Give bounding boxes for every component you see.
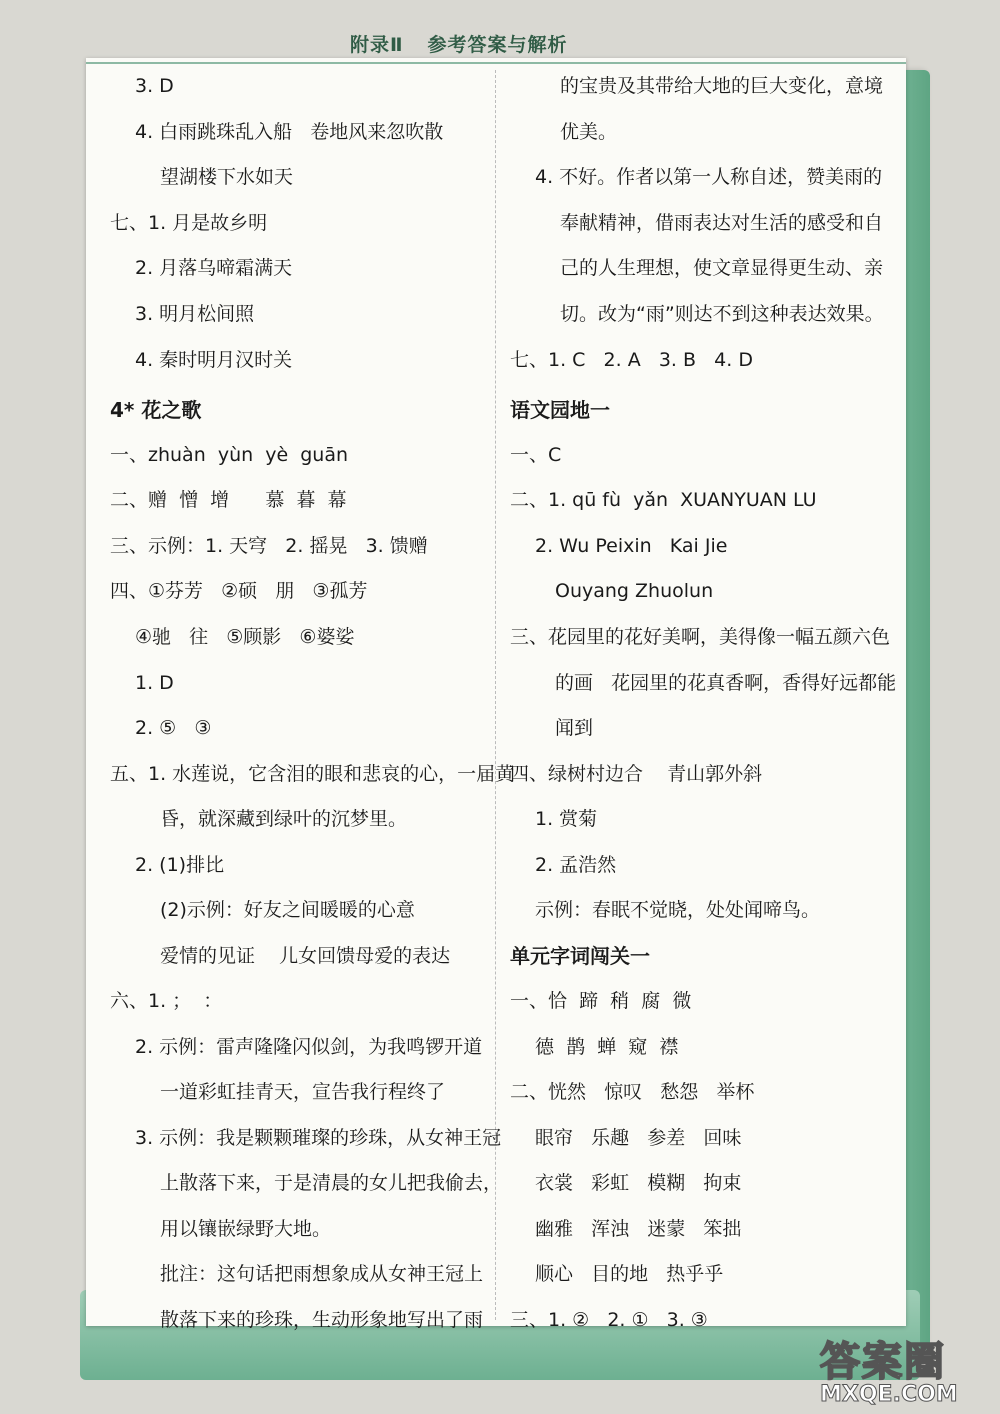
answer-line: 4. 不好。作者以第一人称自述，赞美雨的 — [535, 166, 883, 188]
answer-line: 4. 秦时明月汉时关 — [135, 349, 293, 371]
answer-line: 4. 白雨跳珠乱入船 卷地风来忽吹散 — [135, 121, 444, 143]
answer-line: 闻到 — [555, 717, 594, 739]
answer-line: 己的人生理想，使文章显得更生动、亲 — [560, 257, 884, 279]
logo-sub-text: MXQE.COM — [820, 1382, 958, 1407]
answer-line: 德 鹊 蝉 窥 襟 — [535, 1036, 679, 1058]
answer-line: 2. 示例：雷声隆隆闪似剑，为我鸣锣开道 — [135, 1036, 483, 1058]
answer-line: 眼帘 乐趣 参差 回味 — [535, 1127, 742, 1149]
answer-line: (2)示例：好友之间暖暖的心意 — [160, 899, 415, 921]
answer-line: 用以镶嵌绿野大地。 — [160, 1218, 332, 1240]
answer-line: 四、①芬芳 ②硕 朋 ③孤芳 — [110, 580, 368, 602]
answer-line: 奉献精神，借雨表达对生活的感受和自 — [560, 212, 884, 234]
answer-line: 2. (1)排比 — [135, 854, 225, 876]
answer-line: 2. 孟浩然 — [535, 854, 617, 876]
page-header — [350, 30, 568, 57]
answer-line: 五、1. 水莲说，它含泪的眼和悲哀的心，一届黄 — [110, 763, 515, 785]
answer-line: 3. D — [135, 75, 174, 97]
answer-line: Ouyang Zhuolun — [555, 580, 714, 602]
answer-line: 1. D — [135, 672, 174, 694]
section-heading: 语文园地一 — [510, 398, 610, 422]
answer-line: 2. Wu Peixin Kai Jie — [535, 535, 728, 557]
answer-line: 3. 明月松间照 — [135, 303, 255, 325]
answer-line: 1. 赏菊 — [535, 808, 598, 830]
answer-line: 2. 月落乌啼霜满天 — [135, 257, 293, 279]
answer-line: 的宝贵及其带给大地的巨大变化，意境 — [560, 75, 884, 97]
logo-main-text: 答案圈 — [820, 1339, 946, 1385]
answer-line: 二、恍然 惊叹 愁怨 举杯 — [510, 1081, 755, 1103]
answer-line: 幽雅 浑浊 迷蒙 笨拙 — [535, 1218, 742, 1240]
answer-line: 批注：这句话把雨想象成从女神王冠上 — [160, 1263, 484, 1285]
answer-line: 七、1. C 2. A 3. B 4. D — [510, 349, 753, 371]
answer-line: 顺心 目的地 热乎乎 — [535, 1263, 724, 1285]
section-heading: 单元字词闯关一 — [510, 944, 650, 968]
answer-line: 六、1. ； ： — [110, 990, 223, 1012]
section-heading: 4* 花之歌 — [110, 398, 202, 422]
answer-line: 一道彩虹挂青天，宣告我行程终了 — [160, 1081, 446, 1103]
answer-line: 一、C — [510, 444, 562, 466]
answer-line: 优美。 — [560, 121, 618, 143]
answer-line: 三、1. ② 2. ① 3. ③ — [510, 1309, 708, 1331]
watermark-logo — [820, 1330, 990, 1410]
answer-line: 一、zhuàn yùn yè guān — [110, 444, 349, 466]
header-title: 参考答案与解析 — [427, 34, 568, 56]
answer-line: 三、花园里的花好美啊，美得像一幅五颜六色 — [510, 626, 891, 648]
answer-line: 爱情的见证 儿女回馈母爱的表达 — [160, 945, 451, 967]
answer-line: 衣裳 彩虹 模糊 拘束 — [535, 1172, 742, 1194]
answer-line: 四、绿树村边合 青山郭外斜 — [510, 763, 763, 785]
header-appendix: 附录Ⅱ — [350, 34, 404, 56]
answer-line: 上散落下来，于是清晨的女儿把我偷去， — [160, 1172, 503, 1194]
answer-line: ④驰 往 ⑤顾影 ⑥婆娑 — [135, 626, 355, 648]
answer-line: 望湖楼下水如天 — [160, 166, 294, 188]
answer-line: 切。改为“雨”则达不到这种表达效果。 — [560, 303, 884, 325]
answer-line: 三、示例：1. 天穹 2. 摇晃 3. 馈赠 — [110, 535, 428, 557]
answer-line: 2. ⑤ ③ — [135, 717, 212, 739]
header-rule — [86, 62, 906, 64]
answer-line: 一、恰 蹄 稍 腐 微 — [510, 990, 692, 1012]
answer-line: 3. 示例：我是颗颗璀璨的珍珠，从女神王冠 — [135, 1127, 502, 1149]
answer-line: 七、1. 月是故乡明 — [110, 212, 268, 234]
answer-line: 的画 花园里的花真香啊，香得好远都能 — [555, 672, 897, 694]
answer-line: 二、1. qū fù yǎn XUANYUAN LU — [510, 489, 817, 511]
answer-line: 二、赠 憎 增 慕 暮 幕 — [110, 489, 347, 511]
answer-line: 示例：春眠不觉晓，处处闻啼鸟。 — [535, 899, 821, 921]
answer-line: 昏，就深藏到绿叶的沉梦里。 — [160, 808, 408, 830]
answer-line: 散落下来的珍珠，生动形象地写出了雨 — [160, 1309, 484, 1331]
